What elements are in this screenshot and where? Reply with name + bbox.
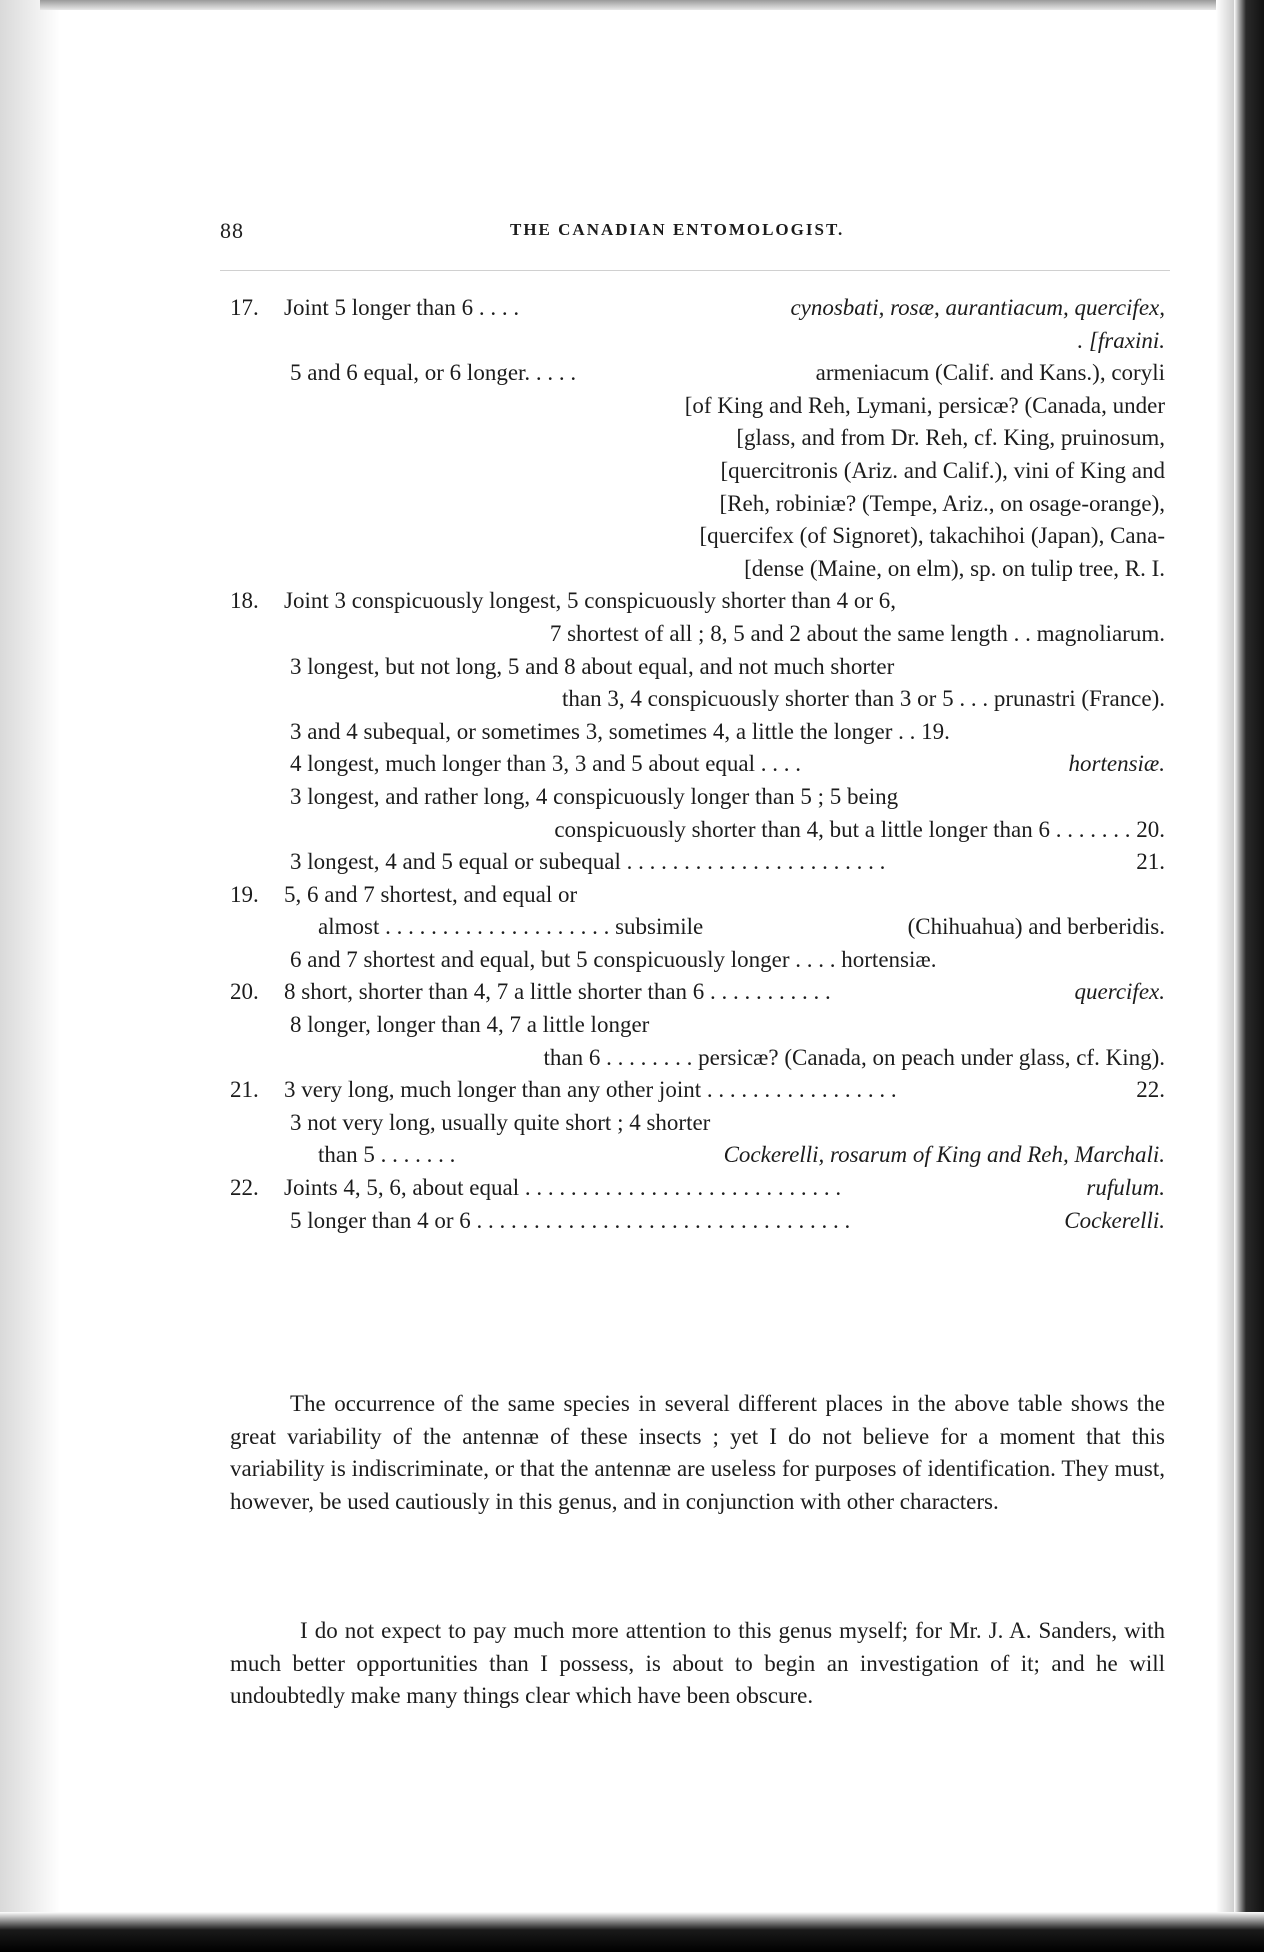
key-text: Joint 3 conspicuously longest, 5 conspicuously shorter than 4 or 6, [284,588,896,614]
key-text: 3 very long, much longer than any other joint . . . . . . . . . . . . . . . . . [284,1077,897,1103]
bottom-dark-border [0,1912,1264,1952]
key-line [230,976,1165,1009]
key-text: than 3, 4 conspicuously shorter than 3 or 5 . . . prunastri (France). [562,686,1165,712]
right-page-stack [1216,0,1234,1952]
key-ref: 22. [1136,1077,1165,1103]
key-species: armeniacum (Calif. and Kans.), coryli [815,360,1165,386]
key-line [230,1009,1165,1042]
key-text: 3 and 4 subequal, or sometimes 3, sometimes 4, a little the longer . . 19. [290,718,950,744]
key-text: 3 not very long, usually quite short ; 4 shorter [290,1109,711,1135]
key-line [230,1205,1165,1238]
paragraph-future-work: I do not expect to pay much more attention to this genus myself; for Mr. J. A. Sanders, with much better opportunities than I possess, is about to begin an investigation of it; and he will undoubtedly make many things clear which have been obscure. [230,1618,1165,1709]
right-dark-border [1234,0,1264,1952]
key-line [230,944,1165,977]
binding-shadow [0,0,60,1952]
key-ref: 21. [1136,849,1165,875]
key-text: Joints 4, 5, 6, about equal . . . . . . . . . . . . . . . . . . . . . . . . . . . . [284,1175,842,1201]
couplet-number: 18. [230,588,259,614]
key-text: 8 longer, longer than 4, 7 a little longer [290,1012,650,1038]
key-line [230,1172,1165,1205]
key-text: 7 shortest of all ; 8, 5 and 2 about the same length . . magnoliarum. [549,620,1165,646]
key-species: cynosbati, rosæ, aurantiacum, quercifex, [790,295,1165,320]
key-line [230,846,1165,879]
couplet-number: 19. [230,881,259,907]
key-text: [dense (Maine, on elm), sp. on tulip tree, R. I. [744,555,1165,581]
couplet-number: 17. [230,295,259,320]
key-text: conspicuously shorter than 4, but a little longer than 6 . . . . . . . 20. [554,816,1165,842]
key-species: Cockerelli. [1064,1207,1165,1233]
key-line [230,390,1165,423]
key-text: [quercifex (of Signoret), takachihoi (Japan), Cana- [699,523,1165,549]
key-species: (Chihuahua) and berberidis. [907,914,1165,940]
key-text: 5 longer than 4 or 6 . . . . . . . . . . . . . . . . . . . . . . . . . . . . . . . . . [290,1207,851,1233]
journal-title: THE CANADIAN ENTOMOLOGIST. [510,220,845,239]
key-line [230,748,1165,781]
key-line [230,879,1165,912]
key-line [230,553,1165,586]
key-line [230,814,1165,847]
key-text: 5, 6 and 7 shortest, and equal or [284,881,578,907]
key-line [230,618,1165,651]
key-text: [quercitronis (Ariz. and Calif.), vini of King and [720,457,1165,483]
running-header [220,218,1170,248]
key-line [230,651,1165,684]
key-text: almost . . . . . . . . . . . . . . . . . . . . subsimile [318,914,704,940]
key-text: 3 longest, and rather long, 4 conspicuously longer than 5 ; 5 being [290,783,899,809]
key-text: [Reh, robiniæ? (Tempe, Ariz., on osage-orange), [719,490,1165,516]
key-line [230,325,1165,358]
identification-key [230,292,1165,1237]
key-line [230,781,1165,814]
key-line [230,292,1165,325]
paragraph-variability: The occurrence of the same species in several different places in the above table shows the great variability of the antennæ of these insects ; yet I do not believe for a moment that this variability is indiscriminate, or that the antennæ are useless for purposes of identification. They must, however, be used cautiously in this genus, and in conjunction with other characters. [230,1391,1165,1514]
key-line [230,911,1165,944]
key-line [230,1139,1165,1172]
key-species: quercifex. [1074,979,1165,1005]
key-line [230,716,1165,749]
key-text: [of King and Reh, Lymani, persicæ? (Canada, under [684,392,1165,418]
key-text: 4 longest, much longer than 3, 3 and 5 about equal . . . . [290,751,802,777]
key-species: rufulum. [1086,1175,1165,1201]
key-text: 5 and 6 equal, or 6 longer. . . . . [290,360,577,386]
key-text: than 5 . . . . . . . [318,1142,456,1168]
key-line [230,488,1165,521]
key-line [230,422,1165,455]
key-line [230,520,1165,553]
key-line [230,1042,1165,1075]
key-species: Cockerelli, rosarum of King and Reh, Marchali. [723,1142,1165,1168]
key-text: 6 and 7 shortest and equal, but 5 conspicuously longer . . . . hortensiæ. [290,946,937,972]
page-number: 88 [220,218,244,243]
key-line [230,683,1165,716]
key-species: hortensiæ. [1068,751,1165,777]
couplet-number: 22. [230,1175,259,1201]
couplet-number: 20. [230,979,259,1005]
key-text: [glass, and from Dr. Reh, cf. King, pruinosum, [736,425,1165,451]
key-line [230,1074,1165,1107]
header-rule [220,270,1170,271]
key-text: Joint 5 longer than 6 . . . . [284,295,520,320]
couplet-number: 21. [230,1077,259,1103]
key-species: . [fraxini. [1077,327,1165,353]
key-text: 3 longest, 4 and 5 equal or subequal . . . . . . . . . . . . . . . . . . . . . . . [290,849,886,875]
top-page-edge [40,0,1240,10]
key-text: 8 short, shorter than 4, 7 a little shorter than 6 . . . . . . . . . . . [284,979,831,1005]
key-line [230,357,1165,390]
key-line [230,1107,1165,1140]
key-text: than 6 . . . . . . . . persicæ? (Canada, on peach under glass, cf. King). [543,1044,1165,1070]
key-text: 3 longest, but not long, 5 and 8 about equal, and not much shorter [290,653,895,679]
key-line [230,455,1165,488]
key-line [230,585,1165,618]
